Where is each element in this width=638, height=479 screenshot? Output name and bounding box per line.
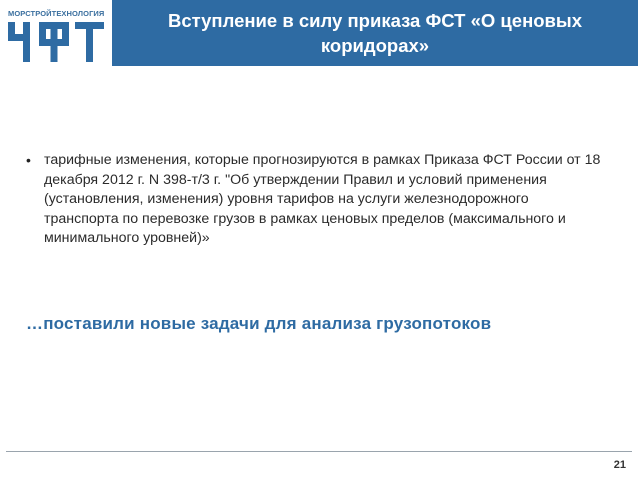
- bullet-item: [26, 151, 626, 249]
- slide-title: Вступление в силу приказа ФСТ «О ценовых коридорах»: [167, 10, 583, 56]
- company-logo: [6, 4, 110, 64]
- logo-mark-icon: [6, 18, 106, 64]
- page-number: 21: [613, 459, 626, 471]
- footer-divider: [6, 451, 632, 452]
- bullet-text: тарифные изменения, которые прогнозируются в рамках Приказа ФСТ России от 18 декабря 2012 г. N 398-т/3 г. "Об утверждении Правил и условий применения (установления, изменения) уровня тарифов на услуги железнодорожного транспорта по перевозке грузов в рамках ценовых пределов (максимального и минимального уровней)»: [44, 152, 601, 246]
- bullet-icon: •: [26, 152, 31, 168]
- highlight-statement: …поставили новые задачи для анализа грузопотоков: [26, 314, 492, 333]
- title-banner: [112, 0, 638, 66]
- logo-wordmark: МОРСТРОЙТЕХНОЛОГИЯ: [8, 9, 105, 18]
